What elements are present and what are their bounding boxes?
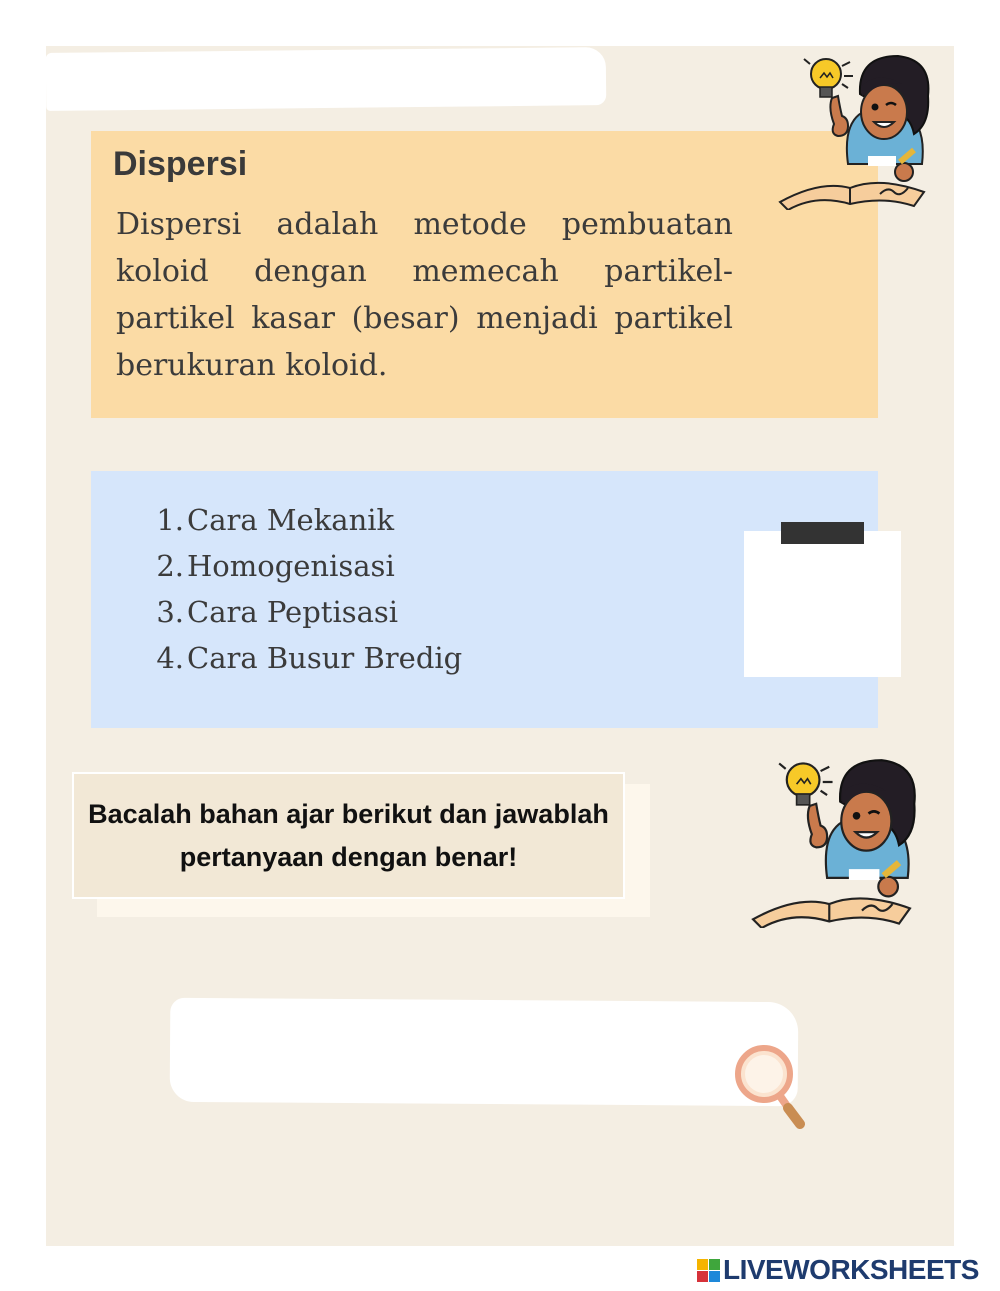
- lightbulb-icon: [779, 763, 832, 804]
- student-idea-illustration: [776, 54, 940, 210]
- method-list-item: [151, 589, 462, 635]
- method-list-item: [151, 497, 462, 543]
- instruction-box: [72, 772, 625, 899]
- method-number: 2.: [156, 549, 184, 583]
- student-reading-illustration: [748, 758, 928, 928]
- definition-title: Dispersi: [113, 145, 248, 183]
- method-label: Cara Mekanik: [187, 503, 395, 537]
- lightbulb-icon: [804, 59, 853, 97]
- note-tape: [781, 522, 864, 544]
- brand-name: LIVEWORKSHEETS: [723, 1254, 979, 1285]
- definition-card: [91, 131, 878, 418]
- method-label: Cara Peptisasi: [187, 595, 399, 629]
- methods-list: [151, 497, 462, 681]
- header-brush-stroke: [46, 47, 607, 111]
- method-list-item: [151, 543, 462, 589]
- method-label: Homogenisasi: [187, 549, 395, 583]
- magnifier-icon: [732, 1044, 810, 1130]
- liveworksheets-logo[interactable]: [697, 1255, 979, 1285]
- method-label: Cara Busur Bredig: [187, 641, 463, 675]
- answer-field[interactable]: [170, 998, 799, 1106]
- method-number: 4.: [156, 641, 184, 675]
- method-list-item: [151, 635, 462, 681]
- method-number: 1.: [156, 503, 184, 537]
- method-number: 3.: [156, 595, 184, 629]
- definition-text: Dispersi adalah metode pembuatan koloid dengan memecah partikel-partikel kasar (besar) menjadi partikel berukuran koloid.: [116, 207, 733, 383]
- liveworksheets-logo-icon: [697, 1259, 720, 1282]
- instruction-text: Bacalah bahan ajar berikut dan jawablah pertanyaan dengan benar!: [88, 798, 609, 872]
- sticky-note: [744, 531, 901, 677]
